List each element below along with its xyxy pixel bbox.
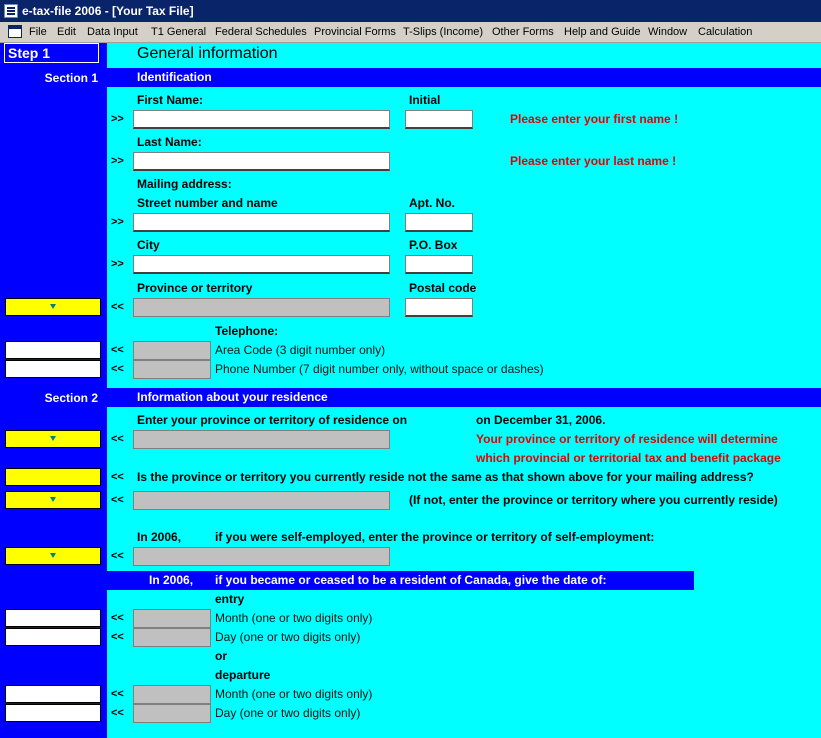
last-name-warning: Please enter your last name ! — [510, 154, 677, 168]
departure-month-input[interactable] — [5, 685, 101, 703]
or-label: or — [215, 649, 227, 663]
section1-header: Identification — [107, 68, 821, 87]
section2-header: Information about your residence — [107, 388, 821, 407]
app-icon — [4, 4, 18, 18]
arrow-reside-question: << — [111, 471, 124, 483]
pobox-label: P.O. Box — [409, 238, 458, 252]
phone-field[interactable] — [133, 360, 211, 379]
self-employed-year: In 2006, — [137, 530, 182, 544]
menu-t-slips[interactable]: T-Slips (Income) — [403, 26, 484, 38]
postal-code-field[interactable] — [405, 298, 473, 317]
first-name-label: First Name: — [137, 93, 204, 107]
departure-month-field[interactable] — [133, 685, 211, 704]
mailing-address-label: Mailing address: — [137, 177, 232, 191]
current-province-dropdown[interactable] — [5, 491, 101, 509]
menu-file[interactable]: File — [29, 26, 47, 38]
street-label: Street number and name — [137, 196, 278, 210]
self-employed-text: if you were self-employed, enter the province or territory of self-employment: — [215, 530, 655, 544]
entry-month-input[interactable] — [5, 609, 101, 627]
section2-label: Section 2 — [44, 391, 98, 405]
reside-note: (If not, enter the province or territory where you currently reside) — [409, 493, 778, 507]
first-name-warning: Please enter your first name ! — [510, 112, 679, 126]
residence-prompt: Enter your province or territory of residence on — [137, 413, 408, 427]
last-name-label: Last Name: — [137, 135, 202, 149]
arrow-entry-month: << — [111, 612, 124, 624]
arrow-departure-day: << — [111, 707, 124, 719]
first-name-field[interactable] — [133, 110, 390, 129]
residence-date: on December 31, 2006. — [476, 413, 606, 427]
menu-help[interactable]: Help and Guide — [564, 26, 641, 38]
document-icon[interactable] — [8, 25, 22, 38]
entry-day-input[interactable] — [5, 628, 101, 646]
departure-label: departure — [215, 668, 271, 682]
arrow-first-name: >> — [111, 113, 124, 125]
current-province-field[interactable] — [133, 491, 390, 510]
reside-question: Is the province or territory you currently reside not the same as that shown above for your mailing address? — [137, 470, 754, 484]
departure-day-field[interactable] — [133, 704, 211, 723]
arrow-residence: << — [111, 433, 124, 445]
page-title: General information — [137, 45, 278, 62]
residence-note-1: Your province or territory of residence will determine — [476, 432, 778, 446]
departure-day-label: Day (one or two digits only) — [215, 706, 361, 720]
arrow-self-employed: << — [111, 550, 124, 562]
initial-label: Initial — [409, 93, 441, 107]
window-title: e-tax-file 2006 - [Your Tax File] — [22, 4, 194, 18]
step-label: Step 1 — [4, 43, 99, 63]
apt-label: Apt. No. — [409, 196, 455, 210]
area-code-field[interactable] — [133, 341, 211, 360]
phone-input[interactable] — [5, 360, 101, 378]
chevron-down-icon — [50, 304, 56, 309]
entry-label: entry — [215, 592, 245, 606]
menu-edit[interactable]: Edit — [57, 26, 76, 38]
residence-dropdown[interactable] — [5, 430, 101, 448]
resident-text: if you became or ceased to be a resident of Canada, give the date of: — [215, 573, 607, 587]
residence-note-2: which provincial or territorial tax and benefit package — [476, 451, 781, 465]
section1-label: Section 1 — [44, 71, 98, 85]
chevron-down-icon — [50, 497, 56, 502]
arrow-street: >> — [111, 216, 124, 228]
arrow-phone: << — [111, 363, 124, 375]
menu-calculation[interactable]: Calculation — [698, 26, 753, 38]
city-field[interactable] — [133, 255, 390, 274]
pobox-field[interactable] — [405, 255, 473, 274]
province-dropdown[interactable] — [5, 298, 101, 316]
self-employed-dropdown[interactable] — [5, 547, 101, 565]
entry-month-field[interactable] — [133, 609, 211, 628]
chevron-down-icon — [50, 553, 56, 558]
arrow-province: << — [111, 301, 124, 313]
menu-other-forms[interactable]: Other Forms — [492, 26, 554, 38]
entry-day-label: Day (one or two digits only) — [215, 630, 361, 644]
menu-data-input[interactable]: Data Input — [87, 26, 138, 38]
menu-t1-general[interactable]: T1 General — [151, 26, 207, 38]
arrow-area-code: << — [111, 344, 124, 356]
menu-window[interactable]: Window — [648, 26, 688, 38]
entry-day-field[interactable] — [133, 628, 211, 647]
arrow-city: >> — [111, 258, 124, 270]
arrow-entry-day: << — [111, 631, 124, 643]
residence-field[interactable] — [133, 430, 390, 449]
street-field[interactable] — [133, 213, 390, 232]
province-field[interactable] — [133, 298, 390, 317]
postal-label: Postal code — [409, 281, 477, 295]
city-label: City — [137, 238, 160, 252]
menu-federal-schedules[interactable]: Federal Schedules — [215, 26, 307, 38]
last-name-field[interactable] — [133, 152, 390, 171]
menu-provincial-forms[interactable]: Provincial Forms — [314, 26, 396, 38]
arrow-last-name: >> — [111, 155, 124, 167]
province-label: Province or territory — [137, 281, 253, 295]
area-code-input[interactable] — [5, 341, 101, 359]
phone-label: Phone Number (7 digit number only, without space or dashes) — [215, 362, 544, 376]
arrow-departure-month: << — [111, 688, 124, 700]
telephone-label: Telephone: — [215, 324, 279, 338]
initial-field[interactable] — [405, 110, 473, 129]
resident-header — [107, 571, 694, 590]
menu-bar — [0, 22, 821, 43]
reside-question-box[interactable] — [5, 468, 101, 486]
apt-field[interactable] — [405, 213, 473, 232]
self-employed-field[interactable] — [133, 547, 390, 566]
resident-year: In 2006, — [149, 573, 194, 587]
area-code-label: Area Code (3 digit number only) — [215, 343, 386, 357]
arrow-current-province: << — [111, 494, 124, 506]
departure-day-input[interactable] — [5, 704, 101, 722]
title-bar — [0, 0, 821, 22]
departure-month-label: Month (one or two digits only) — [215, 687, 373, 701]
chevron-down-icon — [50, 436, 56, 441]
entry-month-label: Month (one or two digits only) — [215, 611, 373, 625]
